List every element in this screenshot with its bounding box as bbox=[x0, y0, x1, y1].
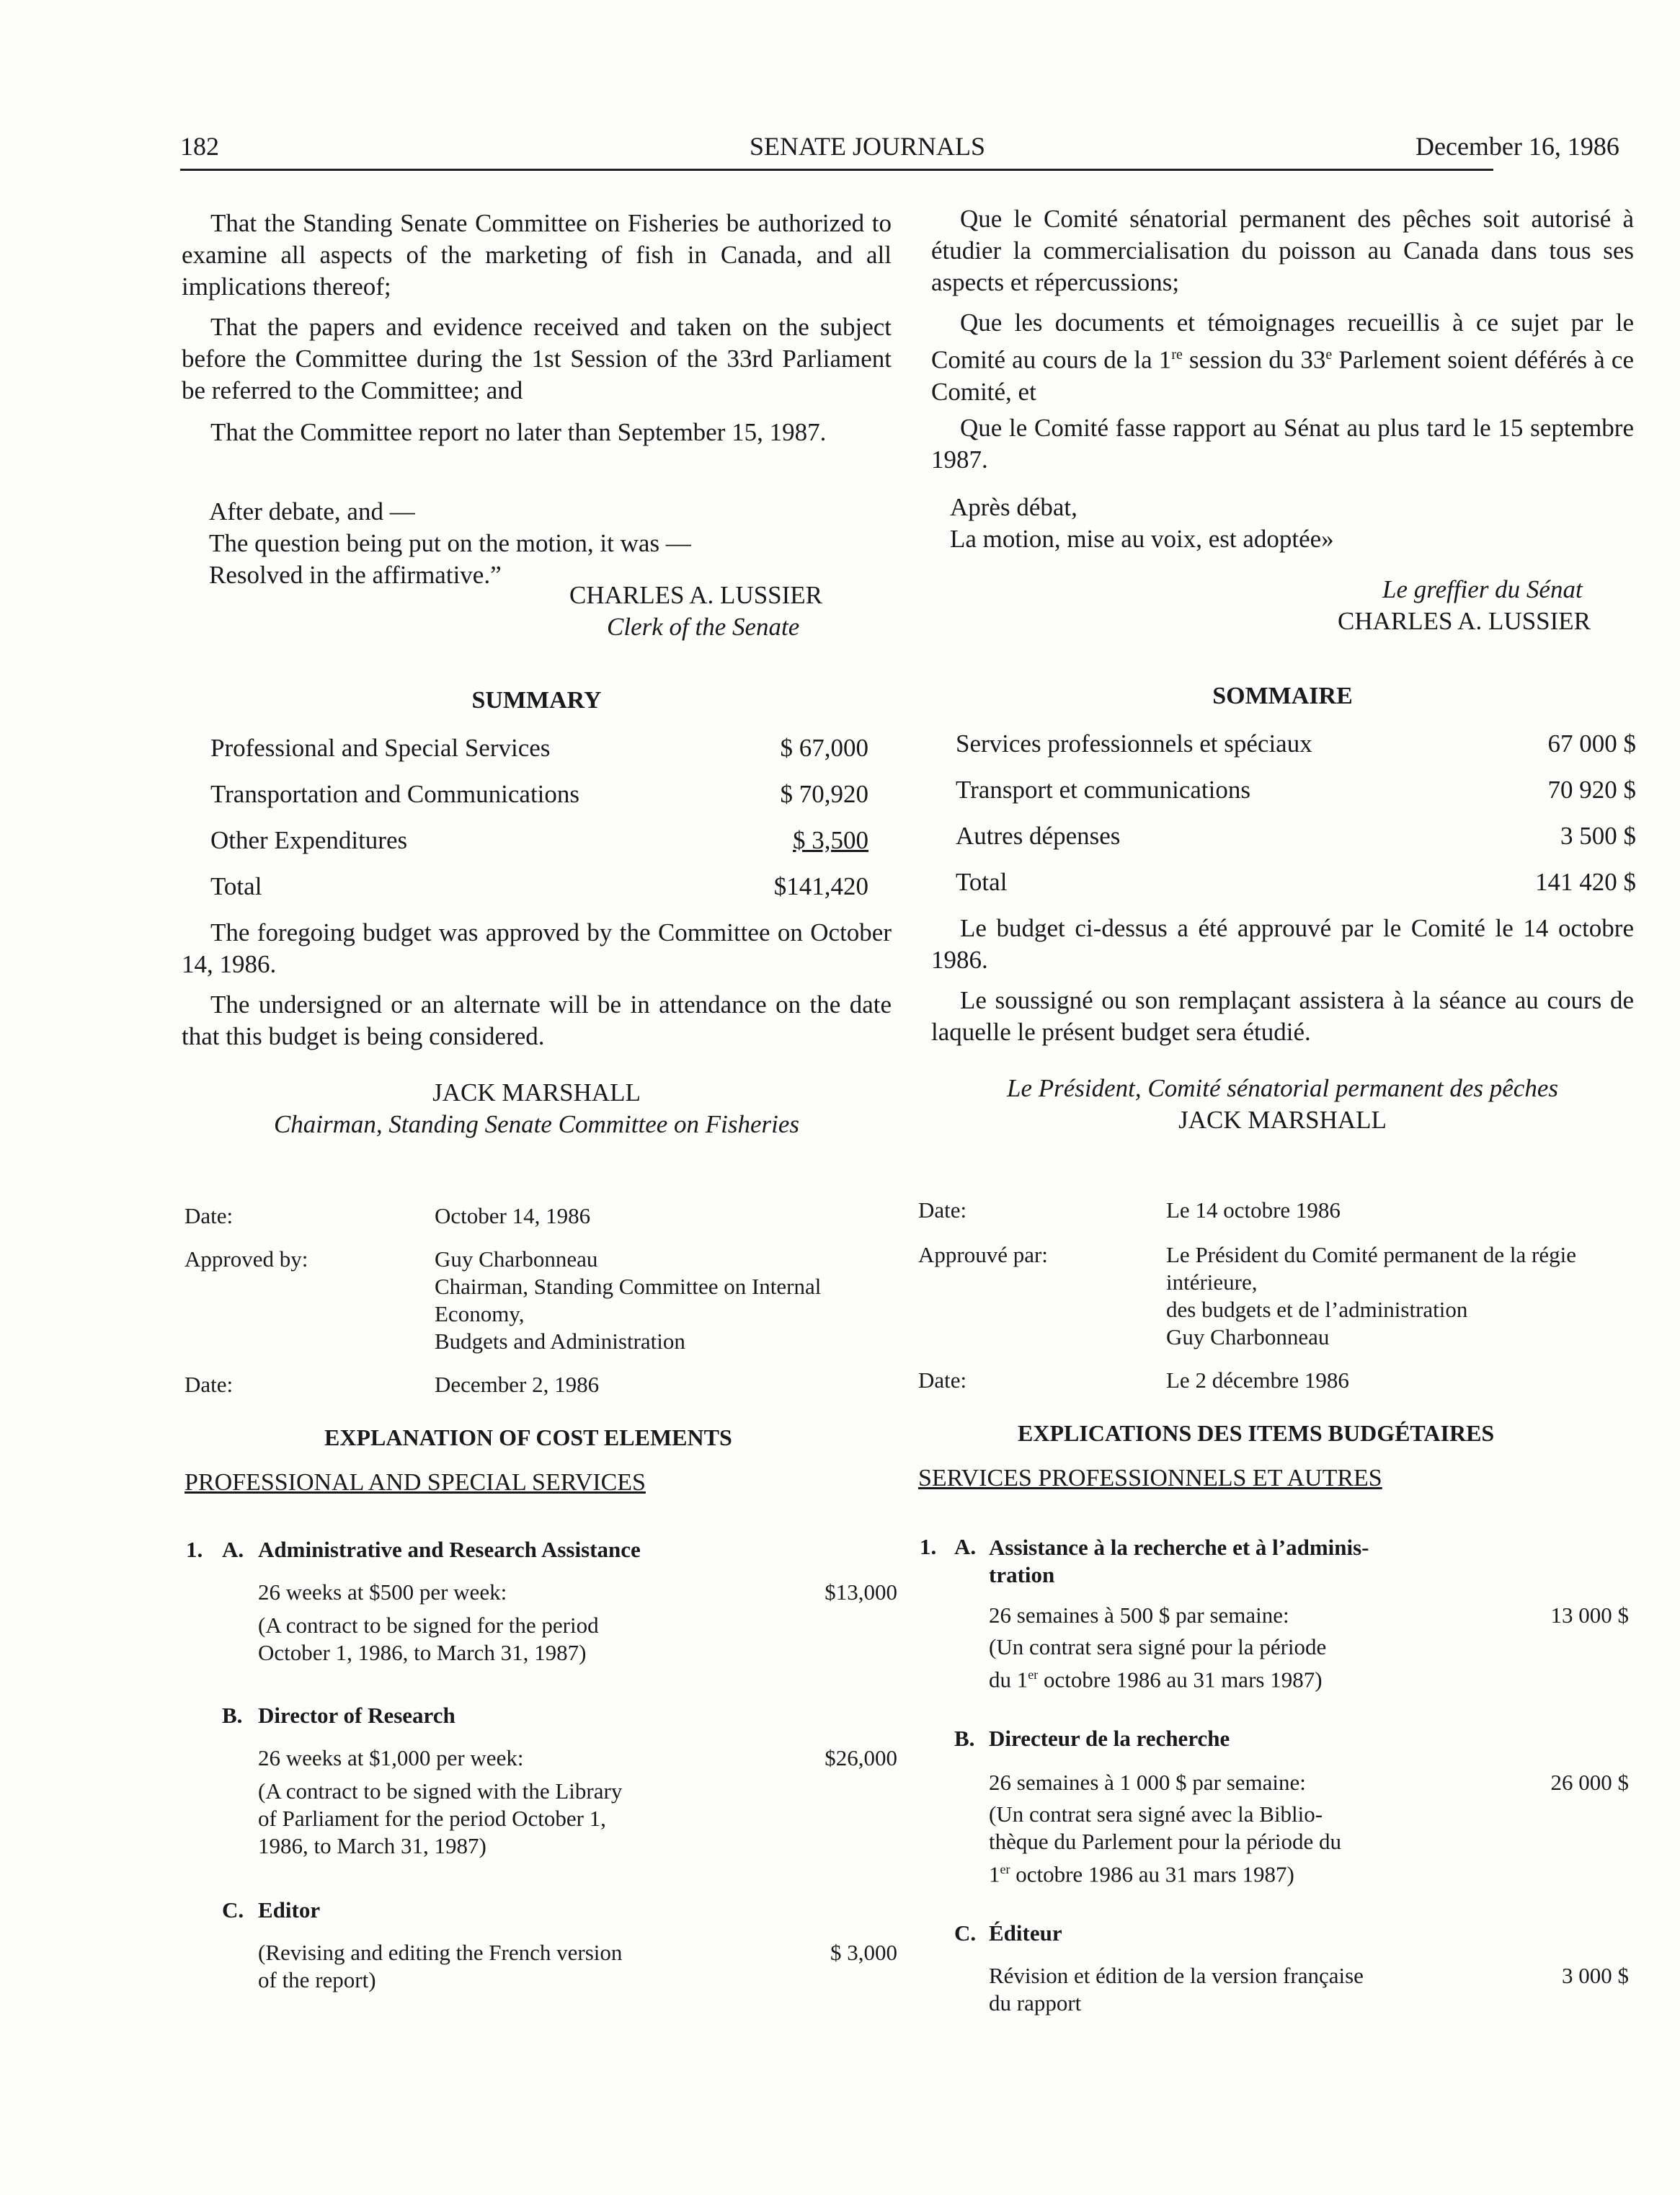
fr-approved-label: Approuvé par: bbox=[918, 1242, 1048, 1267]
en-item-c-note: (Revising and editing the French version of the report) bbox=[258, 1940, 623, 1992]
fr-para-3: Que le Comité fasse rapport au Sénat au plus tard le 15 septembre 1987. bbox=[931, 414, 1634, 474]
fr-item-b-label: B. bbox=[954, 1726, 975, 1751]
en-summary-label-2: Transportation and Communications bbox=[210, 780, 580, 808]
en-summary-label-1: Professional and Special Services bbox=[210, 734, 551, 762]
en-item-c-amount: $ 3,000 bbox=[830, 1940, 897, 1965]
fr-item-a-rate: 26 semaines à 500 $ par semaine: bbox=[989, 1602, 1289, 1628]
en-explanation-title: EXPLANATION OF COST ELEMENTS bbox=[324, 1424, 732, 1450]
fr-approved-block: Le Président du Comité permanent de la régie intérieure, des budgets et de l’administration Guy Charbonneau bbox=[1166, 1242, 1577, 1349]
en-section-title: PROFESSIONAL AND SPECIAL SERVICES bbox=[185, 1469, 646, 1496]
en-item-c-title: Editor bbox=[258, 1897, 321, 1923]
fr-summary-label-4: Total bbox=[956, 868, 1008, 896]
fr-chair-name: JACK MARSHALL bbox=[1178, 1106, 1387, 1134]
en-item-a-label: A. bbox=[222, 1537, 244, 1562]
fr-date-label-2: Date: bbox=[918, 1367, 967, 1393]
fr-explanation-title: EXPLICATIONS DES ITEMS BUDGÉTAIRES bbox=[1018, 1420, 1495, 1446]
en-item-b-amount: $26,000 bbox=[825, 1745, 897, 1770]
en-clerk-title: Clerk of the Senate bbox=[607, 613, 800, 641]
en-summary-amount-1: $ 67,000 bbox=[780, 734, 868, 762]
en-summary-amount-2: $ 70,920 bbox=[780, 780, 868, 808]
en-summary-label-3: Other Expenditures bbox=[210, 826, 408, 854]
en-summary-label-4: Total bbox=[210, 872, 262, 900]
fr-item-a-amount: 13 000 $ bbox=[1550, 1602, 1629, 1628]
en-summary-amount-4: $141,420 bbox=[773, 872, 868, 900]
fr-summary-label-1: Services professionnels et spéciaux bbox=[956, 730, 1312, 758]
fr-para-2: Que les documents et témoignages recueillis à ce sujet par le Comité au cours de la 1re session du 33e Parlement soient déférés à ce Comité, et bbox=[931, 309, 1635, 406]
en-para-2: That the papers and evidence received and taken on the subject before the Committee during the 1st Session of the 33rd Parliament be referred to the Committee; and bbox=[182, 313, 892, 404]
fr-budget-para: Le budget ci-dessus a été approuvé par le Comité le 14 octobre 1986. bbox=[931, 914, 1634, 974]
en-approved-block: Guy Charbonneau Chairman, Standing Committee on Internal Economy, Budgets and Administration bbox=[435, 1246, 822, 1354]
fr-attend-para: Le soussigné ou son remplaçant assistera à la séance au cours de laquelle le présent budget sera étudié. bbox=[931, 986, 1634, 1046]
fr-item-b-amount: 26 000 $ bbox=[1550, 1770, 1629, 1795]
fr-clerk-name: CHARLES A. LUSSIER bbox=[1338, 607, 1591, 635]
en-item-number: 1. bbox=[186, 1537, 203, 1562]
fr-clerk-title: Le greffier du Sénat bbox=[1382, 575, 1583, 603]
fr-summary-label-2: Transport et communications bbox=[956, 776, 1250, 804]
en-summary-amount-3: $ 3,500 bbox=[793, 826, 868, 854]
en-date-label-2: Date: bbox=[185, 1372, 234, 1397]
fr-summary-label-3: Autres dépenses bbox=[956, 822, 1121, 850]
fr-item-c-note: Révision et édition de la version française du rapport bbox=[989, 1963, 1364, 2016]
journal-date: December 16, 1986 bbox=[1415, 132, 1619, 161]
en-debate-3: Resolved in the affirmative.” bbox=[209, 561, 502, 589]
en-debate-2: The question being put on the motion, it was — bbox=[209, 529, 691, 557]
en-approved-label: Approved by: bbox=[185, 1246, 308, 1272]
en-para-1: That the Standing Senate Committee on Fisheries be authorized to examine all aspects of the marketing of fish in Canada, and all implications thereof; bbox=[182, 209, 892, 301]
fr-item-a-title: Assistance à la recherche et à l’adminis- tration bbox=[989, 1535, 1369, 1587]
en-item-b-label: B. bbox=[222, 1703, 243, 1728]
fr-item-c-title: Éditeur bbox=[989, 1920, 1062, 1946]
fr-para-1: Que le Comité sénatorial permanent des pêches soit autorisé à étudier la commercialisation du poisson au Canada dans tous ses aspects et répercussions; bbox=[931, 205, 1634, 296]
fr-summary-amount-3: 3 500 $ bbox=[1560, 822, 1636, 850]
en-debate-1: After debate, and — bbox=[209, 497, 415, 526]
en-item-b-title: Director of Research bbox=[258, 1703, 455, 1728]
en-item-a-rate: 26 weeks at $500 per week: bbox=[258, 1579, 507, 1605]
page-number: 182 bbox=[180, 132, 219, 161]
en-para-3: That the Committee report no later than September 15, 1987. bbox=[210, 418, 827, 446]
fr-date-2: Le 2 décembre 1986 bbox=[1166, 1367, 1349, 1393]
en-chair-name: JACK MARSHALL bbox=[432, 1078, 641, 1107]
en-attend-para: The undersigned or an alternate will be in attendance on the date that this budget is being considered. bbox=[182, 990, 892, 1050]
fr-item-a-label: A. bbox=[954, 1534, 977, 1559]
fr-date-1: Le 14 octobre 1986 bbox=[1166, 1197, 1341, 1223]
en-date-1: October 14, 1986 bbox=[435, 1203, 591, 1228]
fr-summary-title: SOMMAIRE bbox=[1212, 683, 1353, 709]
fr-item-b-note: (Un contrat sera signé avec la Biblio- thèque du Parlement pour la période du 1er octobre 1986 au 31 mars 1987) bbox=[989, 1801, 1341, 1887]
en-item-a-title: Administrative and Research Assistance bbox=[258, 1537, 641, 1562]
journal-title: SENATE JOURNALS bbox=[750, 132, 986, 161]
fr-item-number: 1. bbox=[920, 1534, 937, 1559]
fr-summary-amount-2: 70 920 $ bbox=[1547, 776, 1636, 804]
en-item-b-note: (A contract to be signed with the Library of Parliament for the period October 1, 1986, to March 31, 1987) bbox=[258, 1778, 623, 1858]
en-clerk-name: CHARLES A. LUSSIER bbox=[569, 581, 823, 609]
fr-item-c-label: C. bbox=[954, 1920, 977, 1946]
en-date-2: December 2, 1986 bbox=[435, 1372, 600, 1397]
fr-item-b-title: Directeur de la recherche bbox=[989, 1726, 1230, 1751]
fr-chair-title: Le Président, Comité sénatorial permanent des pêches bbox=[1006, 1074, 1558, 1102]
fr-item-a-note: (Un contrat sera signé pour la période du 1er octobre 1986 au 31 mars 1987) bbox=[989, 1634, 1327, 1693]
fr-debate-2: La motion, mise au voix, est adoptée» bbox=[950, 525, 1334, 553]
fr-summary-amount-1: 67 000 $ bbox=[1547, 730, 1636, 758]
en-item-b-rate: 26 weeks at $1,000 per week: bbox=[258, 1745, 524, 1770]
fr-item-b-rate: 26 semaines à 1 000 $ par semaine: bbox=[989, 1770, 1306, 1795]
header-rule bbox=[180, 169, 1493, 171]
en-summary-title: SUMMARY bbox=[471, 687, 602, 714]
en-item-c-label: C. bbox=[222, 1897, 244, 1923]
fr-section-title: SERVICES PROFESSIONNELS ET AUTRES bbox=[918, 1465, 1382, 1491]
en-budget-para: The foregoing budget was approved by the Committee on October 14, 1986. bbox=[182, 918, 892, 978]
fr-debate-1: Après débat, bbox=[950, 493, 1077, 521]
en-date-label-1: Date: bbox=[185, 1203, 234, 1228]
fr-date-label-1: Date: bbox=[918, 1197, 967, 1223]
en-chair-title: Chairman, Standing Senate Committee on Fisheries bbox=[273, 1110, 800, 1138]
fr-item-c-amount: 3 000 $ bbox=[1562, 1963, 1629, 1988]
fr-summary-amount-4: 141 420 $ bbox=[1535, 868, 1636, 896]
en-item-a-amount: $13,000 bbox=[825, 1579, 897, 1605]
en-item-a-note: (A contract to be signed for the period October 1, 1986, to March 31, 1987) bbox=[258, 1613, 599, 1665]
